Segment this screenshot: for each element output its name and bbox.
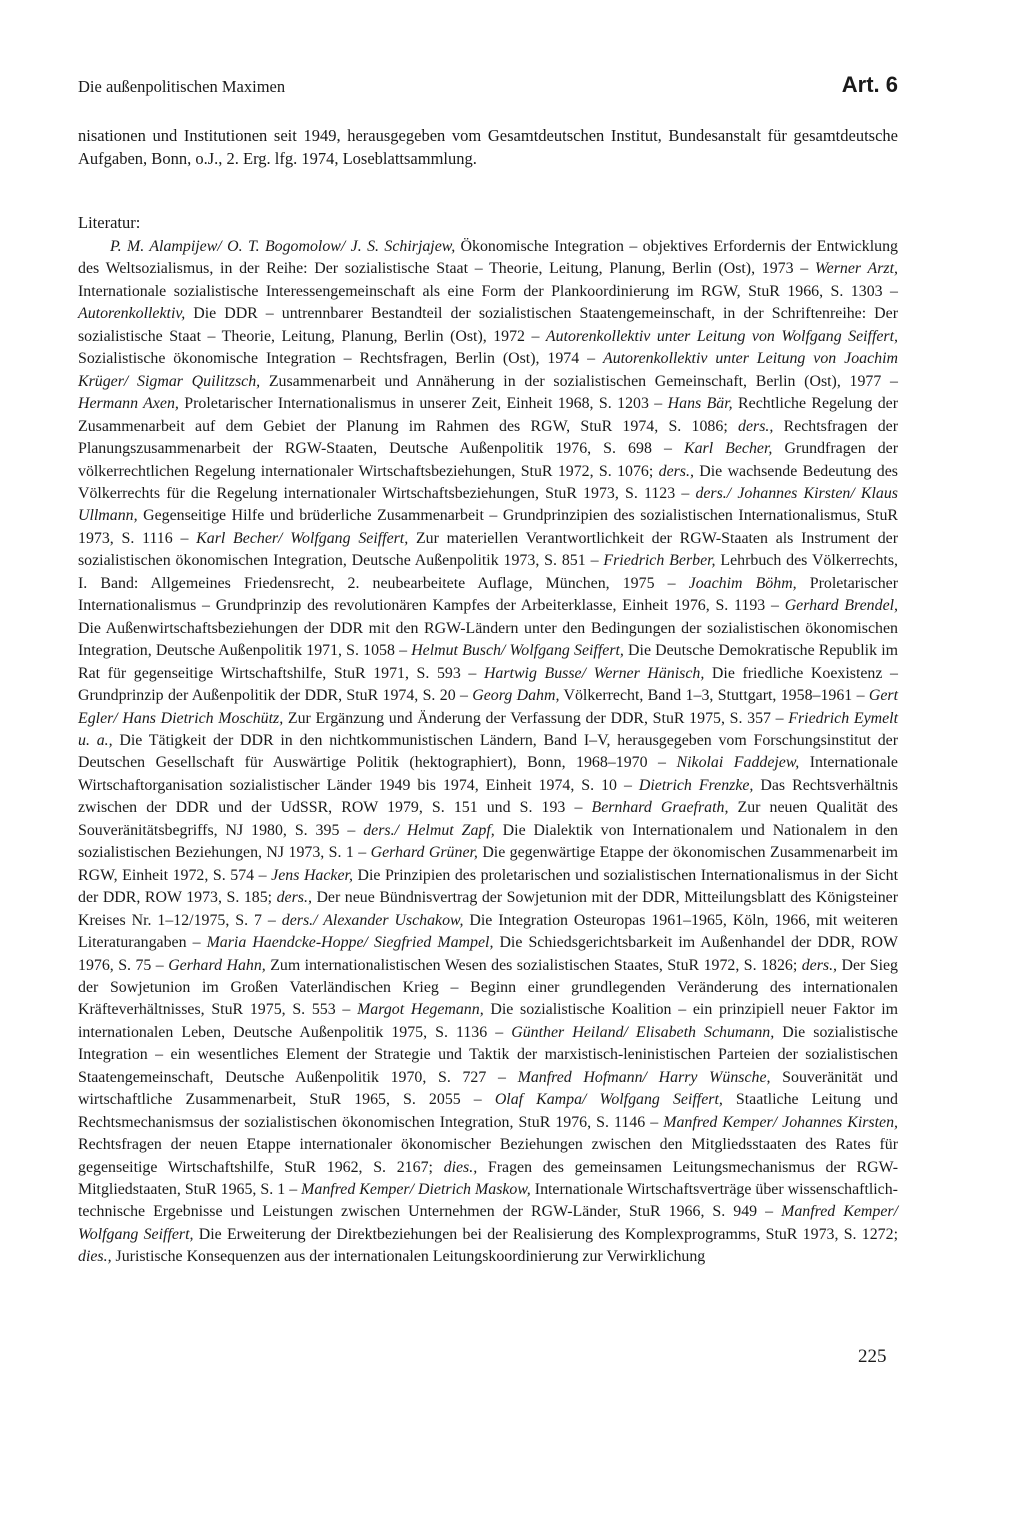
literature-title: Rechtsfragen der neuen Etappe internationaler ökonomischer Beziehungen zwischen den Mitgliedsstaaten des Rates für gegenseitige Wirtschaftshilfe, StuR 1962, S. 2167;	[78, 1136, 898, 1176]
literature-title: Völkerrecht, Band 1–3, Stuttgart, 1958–1961 –	[559, 687, 869, 705]
literature-title: Die Schiedsgerichtsbarkeit im Außenhandel der DDR, ROW 1976, S. 75 –	[78, 934, 898, 974]
literature-author: Gerhard Hahn,	[168, 956, 266, 974]
literature-title: Der Sieg der Sowjetunion im Großen Vaterländischen Krieg – Beginn einer grundlegenden Veränderung des internationalen Kräfteverhältnisses, StuR 1975, S. 553 –	[78, 956, 898, 1019]
literature-author: Günther Heiland/ Elisabeth Schumann,	[511, 1023, 775, 1041]
literature-title: Internationale Wirtschaftorganisation sozialistischer Länder 1949 bis 1974, Einheit 1974, S. 10 –	[78, 754, 898, 794]
literature-author: Manfred Kemper/ Dietrich Maskow,	[301, 1181, 531, 1199]
literature-title: Proletarischer Internationalismus in unserer Zeit, Einheit 1968, S. 1203 –	[178, 395, 668, 413]
literature-author: Hartwig Busse/ Werner Hänisch,	[483, 664, 705, 682]
literature-author: Jens Hacker,	[271, 866, 353, 884]
literature-title: Internationale Wirtschaftsverträge über wissenschaftlich-technische Ergebnisse und Leistungen zwischen Unternehmen der RGW-Länder, StuR 1966, S. 949 –	[78, 1181, 898, 1221]
literature-author: dies.,	[443, 1158, 478, 1176]
literature-title: Zum internationalistischen Wesen des sozialistischen Staates, StuR 1972, S. 1826;	[265, 956, 802, 974]
literature-title: Fragen des gemeinsamen Leitungsmechanismus der RGW-Mitgliedstaaten, StuR 1965, S. 1 –	[78, 1158, 898, 1199]
literature-title: Die Außenwirtschaftsbeziehungen der DDR mit den RGW-Ländern unter den Bedingungen der sozialistischen ökonomischen Integration, Deutsche Außenpolitik 1971, S. 1058 –	[78, 619, 898, 660]
literature-title: Die wachsende Bedeutung des Völkerrechts für die Regelung internationaler Wirtschaftsbeziehungen, StuR 1973, S. 1123 –	[78, 462, 898, 502]
literature-author: Karl Becher/ Wolfgang Seiffert,	[196, 529, 409, 547]
literature-title: Juristische Konsequenzen aus der internationalen Leitungskoordinierung zur Verwirklichung	[111, 1248, 706, 1266]
literature-author: ders./ Johannes Kirsten/ Klaus Ullmann,	[78, 484, 898, 525]
literature-author: ders./ Helmut Zapf,	[363, 821, 495, 839]
literature-author: dies.,	[78, 1248, 112, 1266]
literature-author: Gert Egler/ Hans Dietrich Moschütz,	[78, 687, 899, 727]
literature-author: Friedrich Berber,	[603, 552, 716, 570]
literature-author: Helmut Busch/ Wolfgang Seiffert,	[411, 642, 624, 660]
literature-author: Autorenkollektiv,	[78, 305, 186, 323]
literature-author: Werner Arzt,	[814, 260, 898, 278]
literature-title: Die gegenwärtige Etappe der ökonomischen Zusammenarbeit im RGW, Einheit 1972, S. 574 –	[78, 844, 898, 884]
literature-author: Bernhard Graefrath,	[591, 799, 729, 817]
literature-author: ders./ Alexander Uschakow,	[281, 911, 464, 929]
literature-title: Rechtsfragen der Planungszusammenarbeit der RGW-Staaten, Deutsche Außenpolitik 1976, S. 698 –	[78, 417, 898, 458]
literature-title: Sozialistische ökonomische Integration – Rechtsfragen, Berlin (Ost), 1974 –	[78, 350, 603, 368]
literature-title: Souveränität und wirtschaftliche Zusammenarbeit, StuR 1965, S. 2055 –	[78, 1068, 898, 1109]
literature-title: Die sozialistische Koalition – ein prinzipiell neuer Faktor im internationalen Leben, Deutsche Außenpolitik 1975, S. 1136 –	[78, 1001, 898, 1041]
literature-title: Der neue Bündnisvertrag der Sowjetunion mit der DDR, Mitteilungsblatt des Königsteiner Kreises Nr. 1–12/1975, S. 7 –	[78, 889, 898, 929]
literature-author: Gerhard Brendel,	[784, 597, 899, 615]
literature-title: Ökonomische Integration – objektives Erfordernis der Entwicklung des Weltsozialismus, in der Reihe: Der sozialistische Staat – Theorie, Leitung, Planung, Berlin (Ost), 1973 –	[78, 238, 898, 278]
literature-author: Dietrich Frenzke,	[638, 776, 754, 794]
literature-author: ders.,	[801, 956, 838, 974]
continuation-paragraph: nisationen und Institutionen seit 1949, herausgegeben vom Gesamtdeutschen Institut, Bundesanstalt für gesamtdeutsche Aufgaben, Bonn, o.J., 2. Erg. lfg. 1974, Loseblattsammlung.	[78, 126, 898, 168]
literature-author: Margot Hegemann,	[357, 1001, 484, 1019]
literature-author: Friedrich Eymelt u. a.,	[78, 709, 898, 749]
literature-title: Zur neuen Qualität des Souveränitätsbegriffs, NJ 1980, S. 395 –	[78, 799, 898, 839]
literature-author: Gerhard Grüner,	[370, 844, 478, 862]
literature-author: Maria Haendcke-Hoppe/ Siegfried Mampel,	[206, 934, 494, 952]
literature-author: Autorenkollektiv unter Leitung von Joachim Krüger/ Sigmar Quilitzsch,	[78, 350, 898, 390]
literature-author: Autorenkollektiv unter Leitung von Wolfgang Seiffert,	[545, 327, 899, 345]
literature-author: ders.,	[658, 462, 694, 480]
literature-author: Manfred Hofmann/ Harry Wünsche,	[517, 1068, 771, 1086]
literature-heading: Literatur:	[78, 213, 141, 232]
literature-title: Die Integration Osteuropas 1961–1965, Köln, 1966, mit weiteren Literaturangaben –	[78, 911, 898, 952]
literature-title: Gegenseitige Hilfe und brüderliche Zusammenarbeit – Grundprinzipien des sozialistischen Internationalismus, StuR 1973, S. 1116 –	[78, 507, 898, 547]
literature-title: Zur materiellen Verantwortlichkeit der RGW-Staaten als Instrument der sozialistischen ökonomischen Integration, Deutsche Außenpolitik 1973, S. 851 –	[78, 529, 898, 570]
literature-author: Karl Becher,	[683, 440, 773, 458]
literature-author: ders.,	[738, 417, 774, 435]
literature-title: Zur Ergänzung und Änderung der Verfassung der DDR, StuR 1975, S. 357 –	[283, 709, 789, 727]
literature-author: Hans Bär,	[667, 395, 733, 413]
literature-title: Die DDR – untrennbarer Bestandteil der sozialistischen Staatengemeinschaft, in der Schriftenreihe: Der sozialistische Staat – Theorie, Leitung, Planung, Berlin (Ost), 1972 –	[78, 305, 898, 345]
literature-title: Die Deutsche Demokratische Republik im Rat für gegenseitige Wirtschaftshilfe, StuR 1971, S. 593 –	[78, 642, 898, 682]
running-head: Die außenpolitischen Maximen	[78, 77, 286, 96]
literature-list	[78, 236, 898, 1269]
literature-title: Staatliche Leitung und Rechtsmechanismsus der sozialistischen ökonomischen Integration, StuR 1976, S. 1146 –	[78, 1091, 898, 1131]
literature-title: Die sozialistische Integration – ein wesentliches Element der Strategie und Taktik der marxistisch-leninistischen Parteien der sozialistischen Staatengemeinschaft, Deutsche Außenpolitik 1970, S. 727 –	[78, 1023, 898, 1086]
literature-author: ders.,	[276, 889, 312, 907]
literature-author: P. M. Alampijew/ O. T. Bogomolow/ J. S. Schirjajew,	[110, 238, 456, 255]
literature-title: Die Erweiterung der Direktbeziehungen bei der Realisierung des Komplexprogramms, StuR 1973, S. 1272;	[193, 1225, 898, 1243]
page-number: 225	[858, 1346, 887, 1367]
literature-author: Hermann Axen,	[78, 395, 179, 413]
literature-title: Zusammenarbeit und Annäherung in der sozialistischen Gemeinschaft, Berlin (Ost), 1977 –	[260, 372, 898, 390]
literature-title: Die Tätigkeit der DDR in den nichtkommunistischen Ländern, Band I–V, herausgegeben vom Forschungsinstitut der Deutschen Gesellschaft für Auswärtige Politik (hektographiert), Bonn, 1968–1970 –	[78, 731, 899, 772]
literature-title: Proletarischer Internationalismus – Grundprinzip des revolutionären Kampfes der Arbeiterklasse, Einheit 1976, S. 1193 –	[78, 574, 899, 615]
literature-author: Manfred Kemper/ Johannes Kirsten,	[663, 1113, 898, 1131]
literature-author: Olaf Kampa/ Wolfgang Seiffert,	[494, 1091, 723, 1109]
literature-author: Georg Dahm,	[472, 687, 560, 705]
literature-title: Rechtliche Regelung der Zusammenarbeit auf dem Gebiet der Planung im Rahmen des RGW, StuR 1974, S. 1086;	[78, 395, 898, 435]
literature-author: Manfred Kemper/ Wolfgang Seiffert,	[78, 1203, 898, 1243]
literature-title: Grundfragen der völkerrechtlichen Regelung internationaler Wirtschaftsbeziehungen, StuR 1972, S. 1076;	[78, 440, 898, 480]
literature-title: Die Dialektik von Internationalem und Nationalem in den sozialistischen Beziehungen, NJ 1973, S. 1 –	[78, 821, 898, 862]
literature-author: Joachim Böhm,	[688, 574, 797, 592]
literature-title: Internationale sozialistische Interessengemeinschaft als eine Form der Plankoordinierung im RGW, StuR 1966, S. 1303 –	[78, 282, 898, 300]
article-label: Art. 6	[841, 72, 898, 97]
literature-author: Nikolai Faddejew,	[676, 754, 800, 772]
literature-title: Das Rechtsverhältnis zwischen der DDR und der UdSSR, ROW 1979, S. 151 und S. 193 –	[78, 776, 899, 817]
literature-title: Die friedliche Koexistenz – Grundprinzip der Außenpolitik der DDR, StuR 1974, S. 20 –	[78, 664, 898, 705]
literature-title: Lehrbuch des Völkerrechts, I. Band: Allgemeines Friedensrecht, 2. neubearbeitete Auflage, München, 1975 –	[78, 552, 898, 592]
literature-title: Die Prinzipien des proletarischen und sozialistischen Internationalismus in der Sicht der DDR, ROW 1973, S. 185;	[78, 866, 898, 907]
